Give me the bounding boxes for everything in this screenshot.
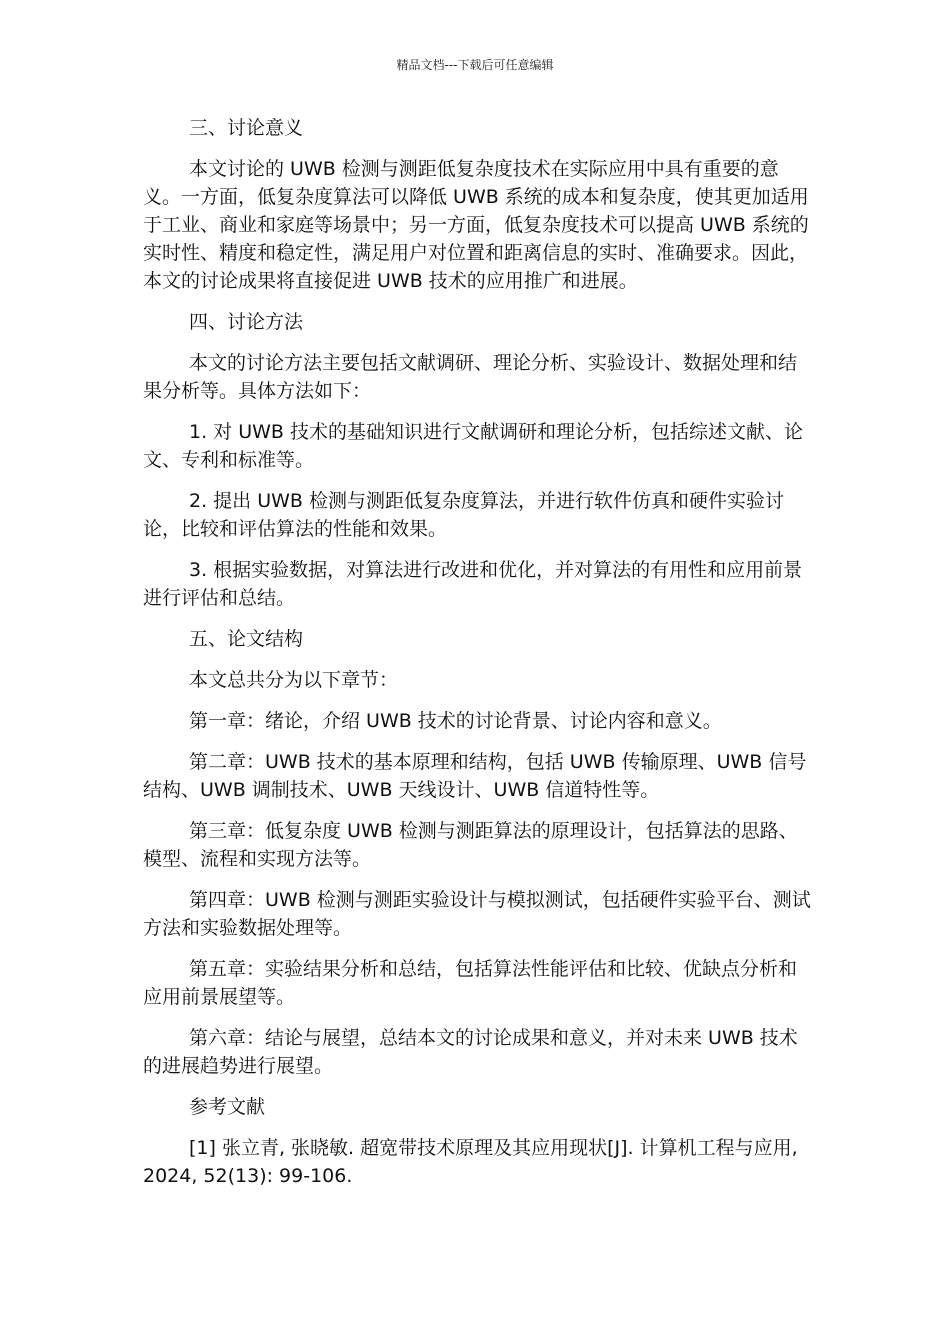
reference-1: [1] 张立青, 张晓敏. 超宽带技术原理及其应用现状[J]. 计算机工程与应用, 2024, 52(13): 99-106. (143, 1137, 798, 1187)
section-heading-significance: 三、讨论意义 (189, 117, 304, 139)
method-item-1: 1. 对 UWB 技术的基础知识进行文献调研和理论分析，包括综述文献、论文、专利和标准等。 (143, 421, 803, 471)
document-body (143, 114, 813, 1203)
paragraph-structure-intro: 本文总共分为以下章节： (189, 669, 399, 691)
chapter-6: 第六章：结论与展望，总结本文的讨论成果和意义，并对未来 UWB 技术的进展趋势进行展望。 (143, 1027, 798, 1077)
chapter-4: 第四章：UWB 检测与测距实验设计与模拟测试，包括硬件实验平台、测试方法和实验数据处理等。 (143, 889, 811, 939)
chapter-2: 第二章：UWB 技术的基本原理和结构，包括 UWB 传输原理、UWB 信号结构、UWB 调制技术、UWB 天线设计、UWB 信道特性等。 (143, 751, 807, 801)
page-header: 精品文档---下载后可任意编辑 (396, 58, 554, 72)
section-heading-references: 参考文献 (189, 1096, 266, 1118)
method-item-2: 2. 提出 UWB 检测与测距低复杂度算法，并进行软件仿真和硬件实验讨论，比较和评估算法的性能和效果。 (143, 490, 784, 540)
chapter-3: 第三章：低复杂度 UWB 检测与测距算法的原理设计，包括算法的思路、模型、流程和实现方法等。 (143, 820, 798, 870)
method-item-3: 3. 根据实验数据，对算法进行改进和优化，并对算法的有用性和应用前景进行评估和总结。 (143, 559, 803, 609)
section-heading-structure: 五、论文结构 (189, 628, 304, 650)
paragraph-methods-intro: 本文的讨论方法主要包括文献调研、理论分析、实验设计、数据处理和结果分析等。具体方法如下： (143, 352, 798, 402)
section-heading-methods: 四、讨论方法 (189, 311, 304, 333)
paragraph-significance: 本文讨论的 UWB 检测与测距低复杂度技术在实际应用中具有重要的意义。一方面，低复杂度算法可以降低 UWB 系统的成本和复杂度，使其更加适用于工业、商业和家庭等场景中；另一方面，低复杂度技术可以提高 UWB 系统的实时性、精度和稳定性，满足用户对位置和距离信息的实时、准确要求。因此，本文的讨论成果将直接促进 UWB 技术的应用推广和进展。 (143, 158, 809, 292)
chapter-5: 第五章：实验结果分析和总结，包括算法性能评估和比较、优缺点分析和应用前景展望等。 (143, 958, 798, 1008)
chapter-1: 第一章：绪论，介绍 UWB 技术的讨论背景、讨论内容和意义。 (189, 710, 722, 732)
